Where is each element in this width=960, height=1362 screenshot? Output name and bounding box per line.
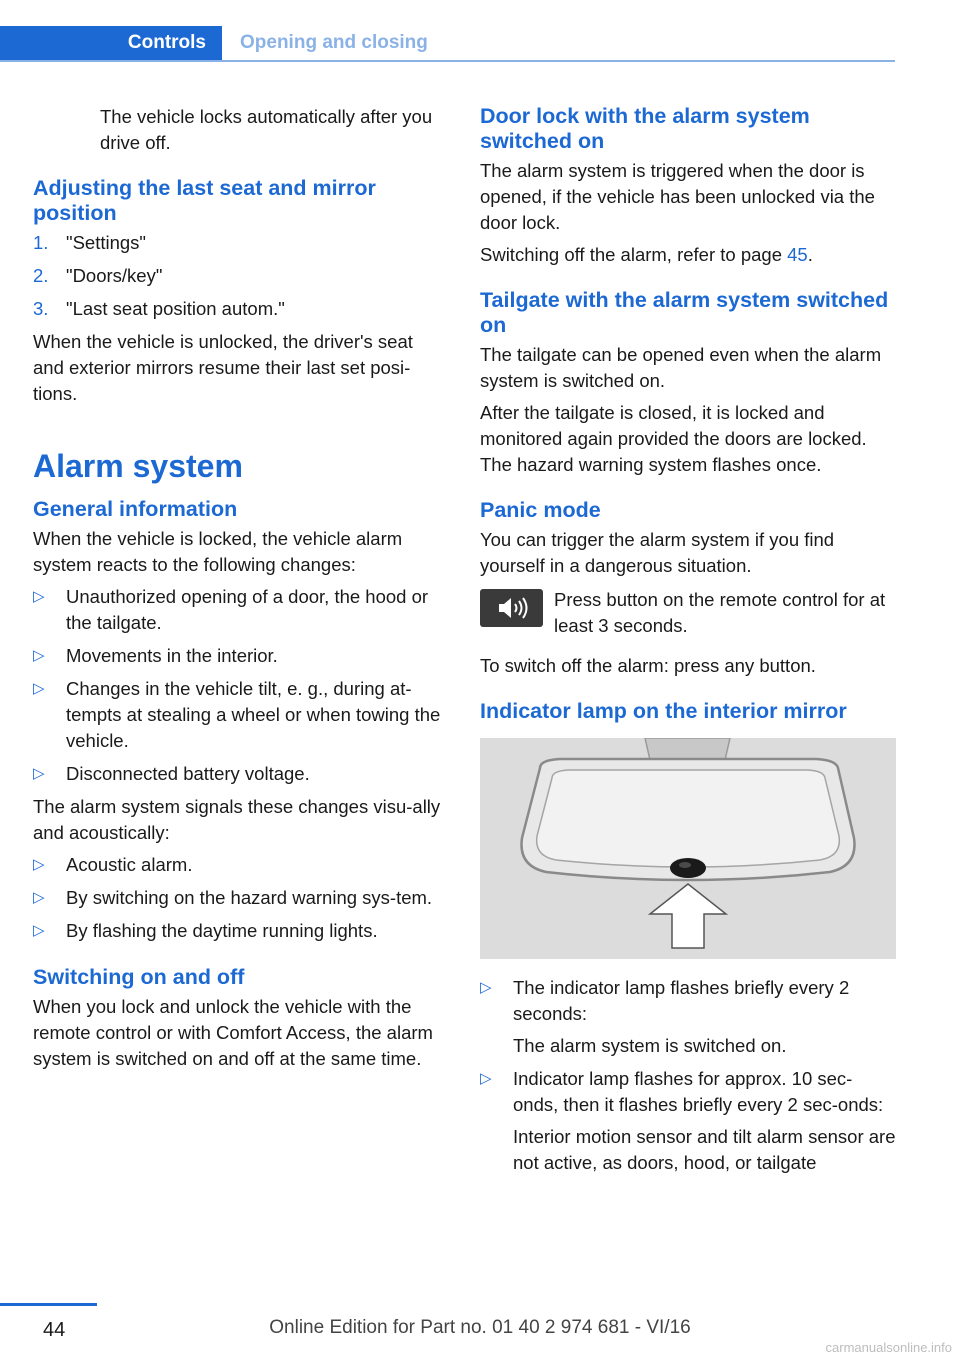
page-ref-link[interactable]: 45 <box>787 244 808 265</box>
alarm-system-title: Alarm system <box>33 448 243 484</box>
chapter-tab[interactable]: Controls <box>0 26 222 60</box>
list-item <box>33 676 443 754</box>
doorlock-ref: Switching off the alarm, refer to page 45. <box>480 244 813 265</box>
adjust-heading: Adjusting the last seat and mirror position <box>33 176 376 225</box>
panic-button-row <box>480 587 896 639</box>
tailgate-body-1: The tailgate can be opened even when the alarm system is switched on. <box>480 344 882 391</box>
panic-button-icon <box>480 589 543 627</box>
bullet-text: Movements in the interior. <box>66 645 278 666</box>
bullet-text: Disconnected battery voltage. <box>66 763 310 784</box>
list-item <box>33 263 443 289</box>
ref-text: Switching off the alarm, refer to page <box>480 244 782 265</box>
intro-text: The vehicle locks automatically after you drive off. <box>100 106 433 153</box>
switching-body: When you lock and unlock the vehicle with the remote control or with Comfort Access, the alarm system is switched on and off at the same time. <box>33 996 433 1069</box>
adjust-body: When the vehicle is unlocked, the driver's seat and exterior mirrors resume their last set posi‐tions. <box>33 331 413 404</box>
changes-list <box>33 584 443 787</box>
section-tab[interactable]: Opening and closing <box>240 32 428 53</box>
interior-mirror-illustration <box>480 738 896 959</box>
list-item <box>33 584 443 636</box>
bullet-text: Acoustic alarm. <box>66 854 193 875</box>
list-item <box>33 918 443 944</box>
triangle-bullet-icon: ▷ <box>480 979 492 996</box>
step-number: 3. <box>33 298 49 319</box>
triangle-bullet-icon: ▷ <box>33 856 45 873</box>
panic-button-text: Press button on the remote control for at least 3 seconds. <box>554 589 886 636</box>
signals-list <box>33 852 443 944</box>
bullet-text: Unauthorized opening of a door, the hood or the tailgate. <box>66 586 429 633</box>
indicator-list <box>480 975 896 1176</box>
triangle-bullet-icon: ▷ <box>33 680 45 697</box>
triangle-bullet-icon: ▷ <box>33 647 45 664</box>
bullet-text: Indicator lamp flashes for approx. 10 sec‐onds, then it flashes briefly every 2 sec‐onds: <box>513 1068 884 1115</box>
list-item <box>33 643 443 669</box>
edition-text: Online Edition for Part no. 01 40 2 974 681 - VI/16 <box>269 1317 691 1338</box>
triangle-bullet-icon: ▷ <box>33 765 45 782</box>
step-number: 2. <box>33 265 49 286</box>
right-column <box>480 104 896 1183</box>
step-number: 1. <box>33 232 49 253</box>
footer-divider <box>0 1303 97 1306</box>
step-text: "Last seat position autom." <box>66 298 285 319</box>
doorlock-heading: Door lock with the alarm system switched on <box>480 104 810 153</box>
bullet-subtext: Interior motion sensor and tilt alarm sensor are not active, as doors, hood, or tailgate <box>513 1126 896 1173</box>
page-header <box>0 26 895 62</box>
list-item <box>33 885 443 911</box>
triangle-bullet-icon: ▷ <box>33 588 45 605</box>
panic-heading: Panic mode <box>480 498 601 522</box>
list-item <box>33 230 443 256</box>
triangle-bullet-icon: ▷ <box>33 889 45 906</box>
tailgate-heading: Tailgate with the alarm system switched on <box>480 288 889 337</box>
list-item <box>33 852 443 878</box>
list-item <box>33 761 443 787</box>
panic-body: You can trigger the alarm system if you find yourself in a dangerous situation. <box>480 529 835 576</box>
list-item <box>33 296 443 322</box>
watermark: carmanualsonline.info <box>825 1340 952 1355</box>
left-column <box>33 104 443 1078</box>
general-info-body: When the vehicle is locked, the vehicle alarm system reacts to the following changes: <box>33 528 403 575</box>
bullet-text: By flashing the daytime running lights. <box>66 920 378 941</box>
bullet-text: Changes in the vehicle tilt, e. g., during at‐tempts at stealing a wheel or when towing the vehicle. <box>66 678 441 751</box>
tailgate-body-2: After the tailgate is closed, it is locked and monitored again provided the doors are locked. The hazard warning system flashes once. <box>480 402 867 475</box>
bullet-subtext: The alarm system is switched on. <box>513 1035 787 1056</box>
switching-heading: Switching on and off <box>33 965 245 989</box>
triangle-bullet-icon: ▷ <box>33 922 45 939</box>
doorlock-body: The alarm system is triggered when the door is opened, if the vehicle has been unlocked via the door lock. <box>480 160 875 233</box>
step-text: "Settings" <box>66 232 146 253</box>
list-item <box>480 975 896 1059</box>
signals-body: The alarm system signals these changes visu‐ally and acoustically: <box>33 796 441 843</box>
general-info-heading: General information <box>33 497 238 521</box>
list-item <box>480 1066 896 1176</box>
triangle-bullet-icon: ▷ <box>480 1070 492 1087</box>
bullet-text: By switching on the hazard warning sys‐tem. <box>66 887 433 908</box>
panic-off-text: To switch off the alarm: press any button. <box>480 655 816 676</box>
bullet-text: The indicator lamp flashes briefly every 2 seconds: <box>513 977 850 1024</box>
step-text: "Doors/key" <box>66 265 163 286</box>
header-divider <box>0 60 895 62</box>
indicator-heading: Indicator lamp on the interior mirror <box>480 699 847 723</box>
page-number: 44 <box>43 1319 66 1341</box>
adjust-steps-list <box>33 230 443 322</box>
